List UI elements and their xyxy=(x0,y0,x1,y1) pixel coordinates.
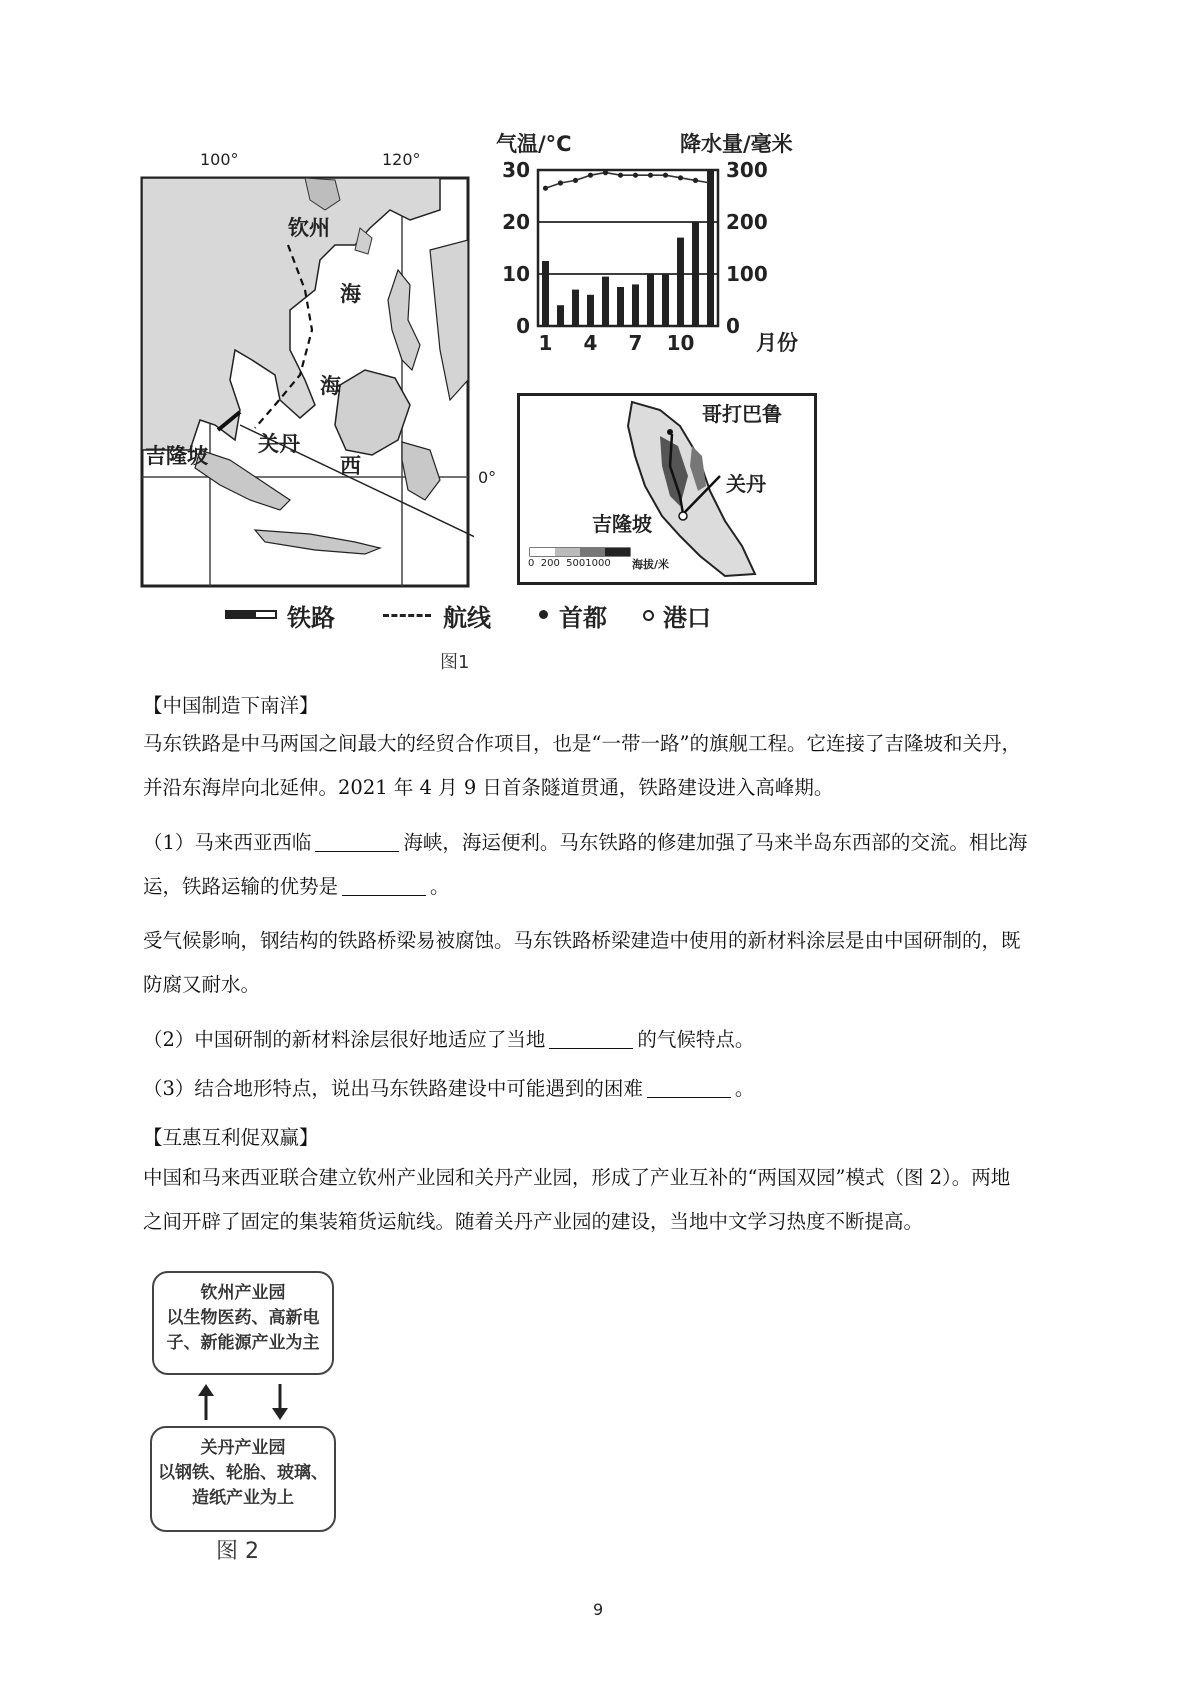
label-kuala-lumpur-map: 吉隆坡 xyxy=(145,444,208,468)
temperature-point xyxy=(543,186,548,191)
precip-bar xyxy=(692,222,699,326)
legend-capital: 首都 xyxy=(559,604,607,632)
temperature-point xyxy=(708,180,713,185)
paragraph-3-line-2: 之间开辟了固定的集装箱货运航线。随着关丹产业园的建设，当地中文学习热度不断提高。 xyxy=(143,1210,924,1233)
label-sea-1: 海 xyxy=(340,282,361,306)
precip-bar xyxy=(662,274,669,326)
label-kuala-lumpur-inset: 吉隆坡 xyxy=(592,512,652,536)
precip-bar xyxy=(572,290,579,326)
elevation-label: 海拔/米 xyxy=(632,558,670,571)
question-2-part-a: （2）中国研制的新材料涂层很好地适应了当地 xyxy=(143,1028,546,1051)
plot-frame xyxy=(538,170,718,326)
temperature-point xyxy=(633,173,638,178)
qinzhou-park-box xyxy=(152,1271,334,1375)
page-number: 9 xyxy=(593,1600,604,1619)
label-kuantan-inset: 关丹 xyxy=(726,472,766,496)
port-symbol xyxy=(643,610,654,621)
temperature-point xyxy=(603,170,608,175)
legend xyxy=(225,598,745,632)
capital-symbol xyxy=(539,610,548,619)
question-3-part-a: （3）结合地形特点，说出马东铁路建设中可能遇到的困难 xyxy=(143,1077,643,1100)
right-tick-label: 100 xyxy=(726,262,768,286)
precip-bar xyxy=(677,238,684,326)
temperature-point xyxy=(693,178,698,183)
arrow-down xyxy=(270,1384,290,1424)
left-axis-title: 气温/°C xyxy=(496,132,572,156)
temperature-point xyxy=(573,178,578,183)
legend-route: 航线 xyxy=(443,604,491,632)
x-tick-label: 1 xyxy=(538,331,553,355)
legend-port: 港口 xyxy=(663,604,711,632)
question-1-part-b: 海峡，海运便利。马东铁路的修建加强了马来半岛东西部的交流。相比海 xyxy=(403,831,1028,854)
x-tick-label: 7 xyxy=(628,331,643,355)
qinzhou-park-line-2: 以生物医药、高新电 xyxy=(166,1308,320,1328)
arrow-up xyxy=(196,1384,216,1424)
figure2-caption: 图 2 xyxy=(216,1539,259,1564)
temperature-point xyxy=(558,180,563,185)
right-tick-label: 0 xyxy=(726,314,740,338)
right-tick-label: 300 xyxy=(726,158,768,182)
right-tick-label: 200 xyxy=(726,210,768,234)
precip-bar xyxy=(647,274,654,326)
answer-blank-4[interactable] xyxy=(647,1078,731,1099)
precip-bar xyxy=(602,277,609,326)
climate-chart-plot xyxy=(490,158,870,368)
paragraph-3-line-1: 中国和马来西亚联合建立钦州产业园和关丹产业园，形成了产业互补的“两国双园”模式（图 2）。两地 xyxy=(143,1166,1011,1189)
section2-heading: 【互惠互利促双赢】 xyxy=(143,1126,319,1149)
label-kota-bharu: 哥打巴鲁 xyxy=(702,402,782,426)
label-qinzhou: 钦州 xyxy=(288,216,330,240)
paragraph-3 xyxy=(143,1160,1103,1240)
left-tick-label: 0 xyxy=(516,314,530,338)
section1-heading: 【中国制造下南洋】 xyxy=(143,694,319,717)
precip-bar xyxy=(542,261,549,326)
precip-bar xyxy=(617,287,624,326)
precip-bar xyxy=(587,295,594,326)
question-1-part-d: 。 xyxy=(430,875,450,898)
left-tick-label: 10 xyxy=(502,262,530,286)
question-3-part-b: 。 xyxy=(734,1077,755,1100)
x-axis-label: 月份 xyxy=(756,331,798,355)
answer-blank-3[interactable] xyxy=(549,1029,633,1050)
label-kuantan-map: 关丹 xyxy=(258,432,300,456)
temperature-point xyxy=(678,175,683,180)
question-1-part-c: 运，铁路运输的优势是 xyxy=(143,875,339,898)
answer-blank-1[interactable] xyxy=(315,832,399,853)
question-3 xyxy=(143,1071,1103,1107)
paragraph-1-line-2: 并沿东海岸向北延伸。2021 年 4 月 9 日首条隧道贯通，铁路建设进入高峰期。 xyxy=(143,776,834,799)
paragraph-2 xyxy=(143,923,1103,1003)
question-2-part-b: 的气候特点。 xyxy=(637,1028,755,1051)
paragraph-1 xyxy=(143,726,1103,806)
precip-bar xyxy=(557,305,564,326)
temperature-point xyxy=(618,173,623,178)
qinzhou-park-title: 钦州产业园 xyxy=(200,1283,286,1303)
question-2 xyxy=(143,1022,1103,1058)
question-1-part-a: （1）马来西亚西临 xyxy=(143,831,312,854)
legend-railway: 铁路 xyxy=(287,604,335,632)
precip-bar xyxy=(707,170,714,326)
left-tick-label: 30 xyxy=(502,158,530,182)
temperature-point xyxy=(663,173,668,178)
answer-blank-2[interactable] xyxy=(342,876,426,897)
temperature-point xyxy=(648,173,653,178)
route-symbol xyxy=(383,614,431,617)
scale-ticks: 0 200 5001000 xyxy=(528,558,611,569)
kuantan-park-line-2: 以钢铁、轮胎、玻璃、 xyxy=(158,1463,328,1483)
kuantan-park-title: 关丹产业园 xyxy=(200,1438,286,1458)
x-tick-label: 10 xyxy=(666,331,695,355)
kuantan-park-line-3: 造纸产业为上 xyxy=(192,1488,294,1508)
qinzhou-park-line-3: 子、新能源产业为主 xyxy=(166,1333,320,1353)
figure1-caption: 图1 xyxy=(440,652,470,673)
kuantan-park-box xyxy=(150,1426,336,1532)
precip-bar xyxy=(632,284,639,326)
x-tick-label: 4 xyxy=(583,331,598,355)
temperature-point xyxy=(588,173,593,178)
label-xi: 西 xyxy=(340,454,361,478)
left-tick-label: 20 xyxy=(502,210,530,234)
question-1 xyxy=(143,825,1103,905)
paragraph-2-line-2: 防腐又耐水。 xyxy=(143,973,261,996)
lon-label-100: 100° xyxy=(200,150,239,169)
map-figure xyxy=(140,150,497,590)
inset-map xyxy=(517,393,817,585)
lat-label-0: 0° xyxy=(478,468,497,487)
climate-chart xyxy=(490,128,870,368)
lon-label-120: 120° xyxy=(382,150,421,169)
label-sea-2: 海 xyxy=(320,374,341,398)
paragraph-1-line-1: 马东铁路是中马两国之间最大的经贸合作项目，也是“一带一路”的旗舰工程。它连接了吉隆坡和关丹， xyxy=(143,732,1021,755)
right-axis-title: 降水量/毫米 xyxy=(680,132,793,156)
paragraph-2-line-1: 受气候影响，钢结构的铁路桥梁易被腐蚀。马东铁路桥梁建造中使用的新材料涂层是由中国研制的，既 xyxy=(143,929,1021,952)
railway-symbol xyxy=(225,610,277,619)
